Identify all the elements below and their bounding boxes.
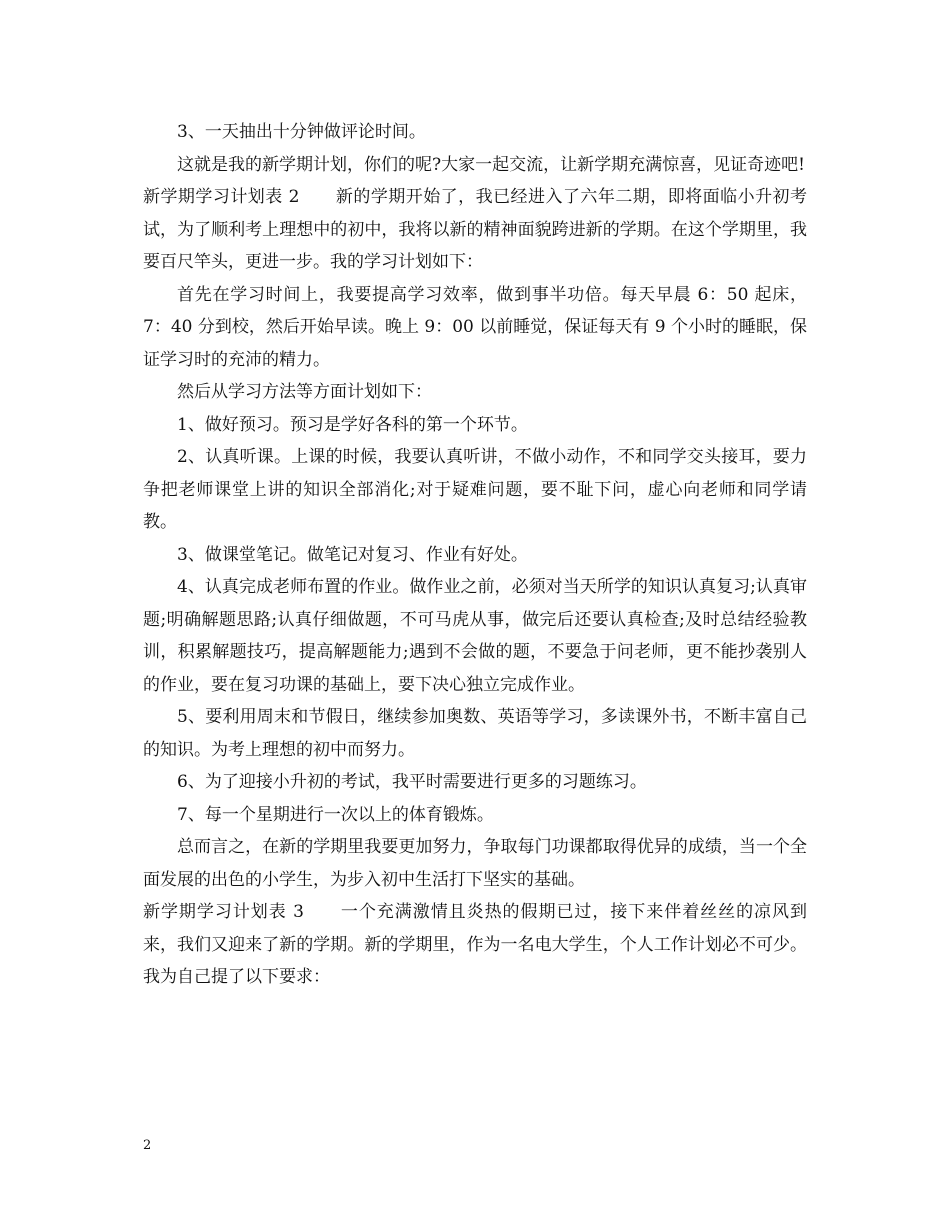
paragraph: 3、一天抽出十分钟做评论时间。	[177, 122, 426, 142]
section-3-lead: 一个充满激情且炎热的假期已过，接下来伴着丝丝的凉风到来，我们又迎来了新的学期。新的学期里，作为一名电大学生，个人工作计划必不可少。 我为自己提了以下要求：	[143, 902, 807, 987]
paragraph: 总而言之，在新的学期里我要更加努力，争取每门功课都取得优异的成绩，当一个全面发展的出色的小学生，为步入初中生活打下坚实的基础。	[143, 837, 807, 890]
paragraph: 然后从学习方法等方面计划如下：	[177, 382, 432, 402]
page-number: 2	[143, 1138, 152, 1153]
section-2-heading: 新学期学习计划表 2	[143, 187, 300, 207]
paragraph: 5、要利用周末和节假日，继续参加奥数、英语等学习，多读课外书，不断丰富自己的知识。为考上理想的初中而努力。	[143, 707, 807, 760]
paragraph: 7、每一个星期进行一次以上的体育锻炼。	[177, 804, 494, 825]
paragraph: 2、认真听课。上课的时候，我要认真听讲，不做小动作，不和同学交头接耳，要力争把老师课堂上讲的知识全部消化;对于疑难问题，要不耻下问，虚心向老师和同学请教。	[143, 447, 807, 532]
paragraph: 首先在学习时间上，我要提高学习效率，做到事半功倍。每天早晨 6：50 起床，7：40 分到校，然后开始早读。晚上 9：00 以前睡觉，保证每天有 9 个小时的睡眠，保证学习时的充沛的精力。	[143, 284, 807, 370]
document-body	[143, 116, 807, 994]
paragraph: 6、为了迎接小升初的考试，我平时需要进行更多的习题练习。	[177, 772, 647, 792]
section-3-heading: 新学期学习计划表 3	[143, 902, 304, 922]
section-2-lead: 新的学期开始了，我已经进入了六年二期，即将面临小升初考试，为了顺利考上理想中的初中，我将以新的精神面貌跨进新的学期。在这个学期里，我要百尺竿头，更进一步。我的学习计划如下：	[143, 187, 807, 272]
paragraph: 4、认真完成老师布置的作业。做作业之前，必须对当天所学的知识认真复习;认真审题;明确解题思路;认真仔细做题，不可马虎从事，做完后还要认真检查;及时总结经验教训，积累解题技巧，提高解题能力;遇到不会做的题，不要急于问老师，更不能抄袭别人的作业，要在复习功课的基础上，要下决心独立完成作业。	[143, 577, 807, 695]
paragraph: 1、做好预习。预习是学好各科的第一个环节。	[177, 414, 528, 435]
section-3-paragraph	[143, 896, 807, 994]
paragraph: 这就是我的新学期计划，你们的呢?大家一起交流，让新学期充满惊喜，见证奇迹吧!	[177, 154, 805, 175]
section-2-paragraph	[143, 181, 807, 279]
paragraph: 3、做课堂笔记。做笔记对复习、作业有好处。	[177, 544, 528, 565]
